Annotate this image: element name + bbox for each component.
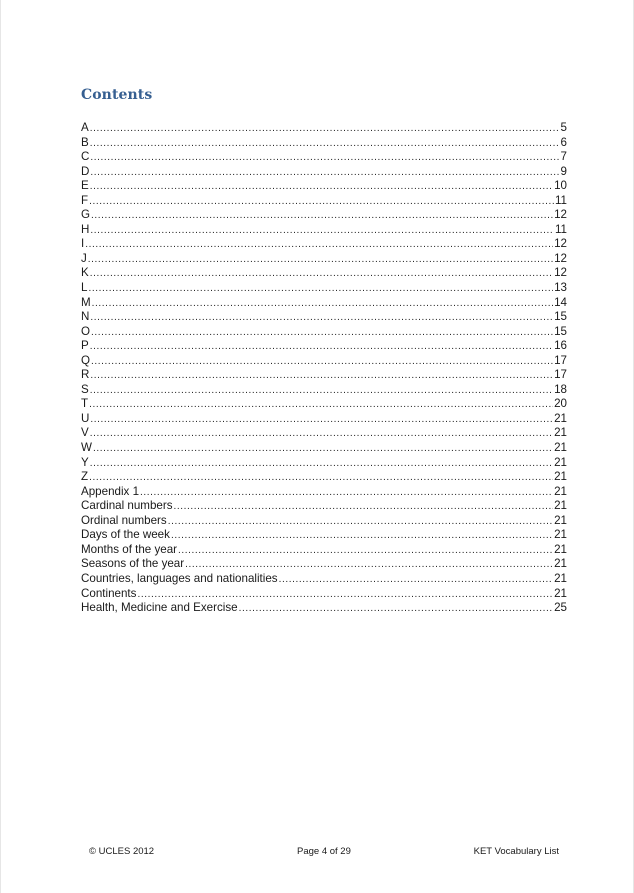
- toc-entry-label[interactable]: Countries, languages and nationalities: [81, 571, 278, 585]
- toc-entry-label[interactable]: K: [81, 266, 89, 280]
- toc-entry[interactable]: [81, 310, 567, 325]
- toc-entry-label[interactable]: J: [81, 251, 87, 265]
- toc-entry[interactable]: [81, 252, 567, 267]
- toc-entry-page-number[interactable]: 15: [554, 310, 567, 324]
- toc-entry-page-number[interactable]: 11: [554, 222, 567, 236]
- toc-dot-leader: [90, 267, 553, 281]
- toc-entry[interactable]: [81, 339, 567, 354]
- toc-entry-page-number[interactable]: 10: [554, 179, 567, 193]
- toc-entry-label[interactable]: Months of the year: [81, 542, 178, 556]
- toc-entry[interactable]: [81, 368, 567, 383]
- toc-entry-page-number[interactable]: 21: [554, 499, 567, 513]
- toc-entry[interactable]: [81, 281, 567, 296]
- toc-entry-label[interactable]: R: [81, 368, 90, 382]
- toc-dot-leader: [279, 573, 554, 587]
- toc-entry-page-number[interactable]: 21: [554, 528, 567, 542]
- toc-entry[interactable]: [81, 543, 567, 558]
- toc-dot-leader: [89, 195, 554, 209]
- toc-dot-leader: [90, 151, 559, 165]
- toc-entry-label[interactable]: T: [81, 397, 89, 411]
- toc-dot-leader: [92, 297, 553, 311]
- toc-entry-label[interactable]: P: [81, 339, 89, 353]
- toc-dot-leader: [90, 427, 553, 441]
- toc-entry-label[interactable]: V: [81, 426, 89, 440]
- toc-entry[interactable]: [81, 208, 567, 223]
- toc-entry-label[interactable]: O: [81, 324, 91, 338]
- toc-entry-label[interactable]: C: [81, 150, 90, 164]
- toc-entry-page-number[interactable]: 17: [554, 368, 567, 382]
- toc-entry[interactable]: [81, 354, 567, 369]
- toc-entry-page-number[interactable]: 11: [554, 193, 567, 207]
- toc-entry[interactable]: [81, 528, 567, 543]
- toc-entry-label[interactable]: Health, Medicine and Exercise: [81, 601, 238, 615]
- toc-dot-leader: [178, 544, 553, 558]
- toc-entry[interactable]: [81, 150, 567, 165]
- toc-dot-leader: [90, 413, 553, 427]
- toc-entry-label[interactable]: Q: [81, 353, 91, 367]
- toc-entry-label[interactable]: G: [81, 208, 91, 222]
- toc-dot-leader: [90, 137, 560, 151]
- toc-entry[interactable]: [81, 325, 567, 340]
- toc-entry-page-number[interactable]: 21: [554, 411, 567, 425]
- toc-dot-leader: [140, 486, 553, 500]
- toc-dot-leader: [90, 224, 554, 238]
- toc-entry-page-number[interactable]: 9: [560, 164, 567, 178]
- toc-dot-leader: [93, 442, 553, 456]
- toc-dot-leader: [90, 369, 553, 383]
- toc-dot-leader: [90, 122, 560, 136]
- toc-entry[interactable]: [81, 237, 567, 252]
- toc-entry[interactable]: [81, 601, 567, 616]
- toc-entry-label[interactable]: Continents: [81, 586, 137, 600]
- toc-dot-leader: [89, 398, 553, 412]
- toc-entry-page-number[interactable]: 21: [554, 513, 567, 527]
- toc-dot-leader: [90, 384, 553, 398]
- toc-dot-leader: [168, 515, 553, 529]
- toc-entry-label[interactable]: U: [81, 411, 90, 425]
- toc-entry-label[interactable]: Seasons of the year: [81, 557, 185, 571]
- toc-entry-page-number[interactable]: 21: [554, 441, 567, 455]
- contents-heading: Contents: [81, 87, 153, 103]
- toc-entry-page-number[interactable]: 21: [554, 470, 567, 484]
- toc-entry[interactable]: [81, 557, 567, 572]
- toc-dot-leader: [91, 355, 553, 369]
- toc-dot-leader: [91, 209, 553, 223]
- toc-entry[interactable]: [81, 426, 567, 441]
- toc-entry-label[interactable]: L: [81, 281, 88, 295]
- toc-dot-leader: [185, 558, 553, 572]
- footer-copyright: © UCLES 2012: [89, 846, 155, 857]
- toc-entry[interactable]: [81, 383, 567, 398]
- toc-entry-page-number[interactable]: 21: [554, 586, 567, 600]
- footer-document-title: KET Vocabulary List: [473, 846, 559, 857]
- toc-entry-page-number[interactable]: 12: [554, 251, 567, 265]
- toc-dot-leader: [85, 238, 553, 252]
- toc-entry-page-number[interactable]: 12: [554, 208, 567, 222]
- toc-entry-label[interactable]: W: [81, 441, 92, 455]
- toc-entry-page-number[interactable]: 20: [554, 397, 567, 411]
- toc-entry-page-number[interactable]: 6: [560, 135, 567, 149]
- toc-entry[interactable]: [81, 136, 567, 151]
- toc-entry-label[interactable]: Appendix 1: [81, 484, 140, 498]
- toc-entry[interactable]: [81, 397, 567, 412]
- toc-entry[interactable]: [81, 470, 567, 485]
- toc-entry-page-number[interactable]: 21: [554, 455, 567, 469]
- toc-dot-leader: [91, 326, 553, 340]
- toc-entry-page-number[interactable]: 21: [554, 426, 567, 440]
- toc-entry-label[interactable]: A: [81, 121, 89, 134]
- toc-entry-page-number[interactable]: 21: [554, 557, 567, 571]
- toc-dot-leader: [90, 180, 553, 194]
- toc-entry[interactable]: [81, 165, 567, 180]
- toc-entry-label[interactable]: H: [81, 222, 90, 236]
- toc-dot-leader: [90, 311, 553, 325]
- toc-entry-label[interactable]: Cardinal numbers: [81, 499, 173, 513]
- toc-entry[interactable]: [81, 441, 567, 456]
- toc-dot-leader: [174, 500, 554, 514]
- footer-page-number: Page 4 of 29: [297, 846, 351, 857]
- toc-entry[interactable]: [81, 223, 567, 238]
- toc-entry[interactable]: [81, 587, 567, 602]
- toc-entry-label[interactable]: S: [81, 382, 89, 396]
- toc-dot-leader: [89, 471, 553, 485]
- toc-entry[interactable]: [81, 194, 567, 209]
- toc-dot-leader: [88, 253, 553, 267]
- toc-entry[interactable]: [81, 179, 567, 194]
- toc-entry[interactable]: [81, 514, 567, 529]
- toc-entry-page-number[interactable]: 17: [554, 353, 567, 367]
- toc-dot-leader: [239, 602, 553, 616]
- toc-entry-page-number[interactable]: 16: [554, 339, 567, 353]
- toc-entry-page-number[interactable]: 21: [554, 484, 567, 498]
- toc-entry[interactable]: [81, 412, 567, 427]
- toc-entry[interactable]: [81, 296, 567, 311]
- toc-dot-leader: [90, 166, 559, 180]
- toc-dot-leader: [137, 588, 553, 602]
- toc-entry-page-number[interactable]: 18: [554, 382, 567, 396]
- toc-dot-leader: [171, 529, 553, 543]
- toc-dot-leader: [90, 340, 553, 354]
- toc-entry-label[interactable]: Y: [81, 455, 89, 469]
- toc-entry[interactable]: [81, 266, 567, 281]
- toc-entry-label[interactable]: Days of the week: [81, 528, 170, 542]
- toc-entry-label[interactable]: F: [81, 193, 89, 207]
- toc-entry-label[interactable]: M: [81, 295, 91, 309]
- toc-entry[interactable]: [81, 499, 567, 514]
- toc-entry-page-number[interactable]: 12: [554, 237, 567, 251]
- page-footer: [1, 846, 634, 860]
- toc-dot-leader: [88, 282, 553, 296]
- toc-entry-page-number[interactable]: 5: [560, 121, 567, 134]
- toc-entry-label[interactable]: B: [81, 135, 89, 149]
- toc-entry-label[interactable]: I: [81, 237, 85, 251]
- table-of-contents: [81, 121, 567, 616]
- toc-entry-label[interactable]: N: [81, 310, 90, 324]
- toc-entry-page-number[interactable]: 21: [554, 571, 567, 585]
- toc-entry-page-number[interactable]: 7: [560, 150, 567, 164]
- toc-entry-label[interactable]: E: [81, 179, 89, 193]
- toc-entry-page-number[interactable]: 21: [554, 542, 567, 556]
- toc-dot-leader: [90, 457, 553, 471]
- toc-entry[interactable]: [81, 485, 567, 500]
- toc-entry[interactable]: [81, 456, 567, 471]
- toc-entry-page-number[interactable]: 25: [554, 601, 567, 615]
- toc-entry-label[interactable]: Ordinal numbers: [81, 513, 167, 527]
- toc-entry-page-number[interactable]: 15: [554, 324, 567, 338]
- toc-entry-page-number[interactable]: 13: [554, 281, 567, 295]
- toc-entry-page-number[interactable]: 14: [554, 295, 567, 309]
- toc-entry-page-number[interactable]: 12: [554, 266, 567, 280]
- toc-entry-label[interactable]: D: [81, 164, 90, 178]
- toc-entry[interactable]: [81, 121, 567, 136]
- toc-entry[interactable]: [81, 572, 567, 587]
- toc-entry-label[interactable]: Z: [81, 470, 89, 484]
